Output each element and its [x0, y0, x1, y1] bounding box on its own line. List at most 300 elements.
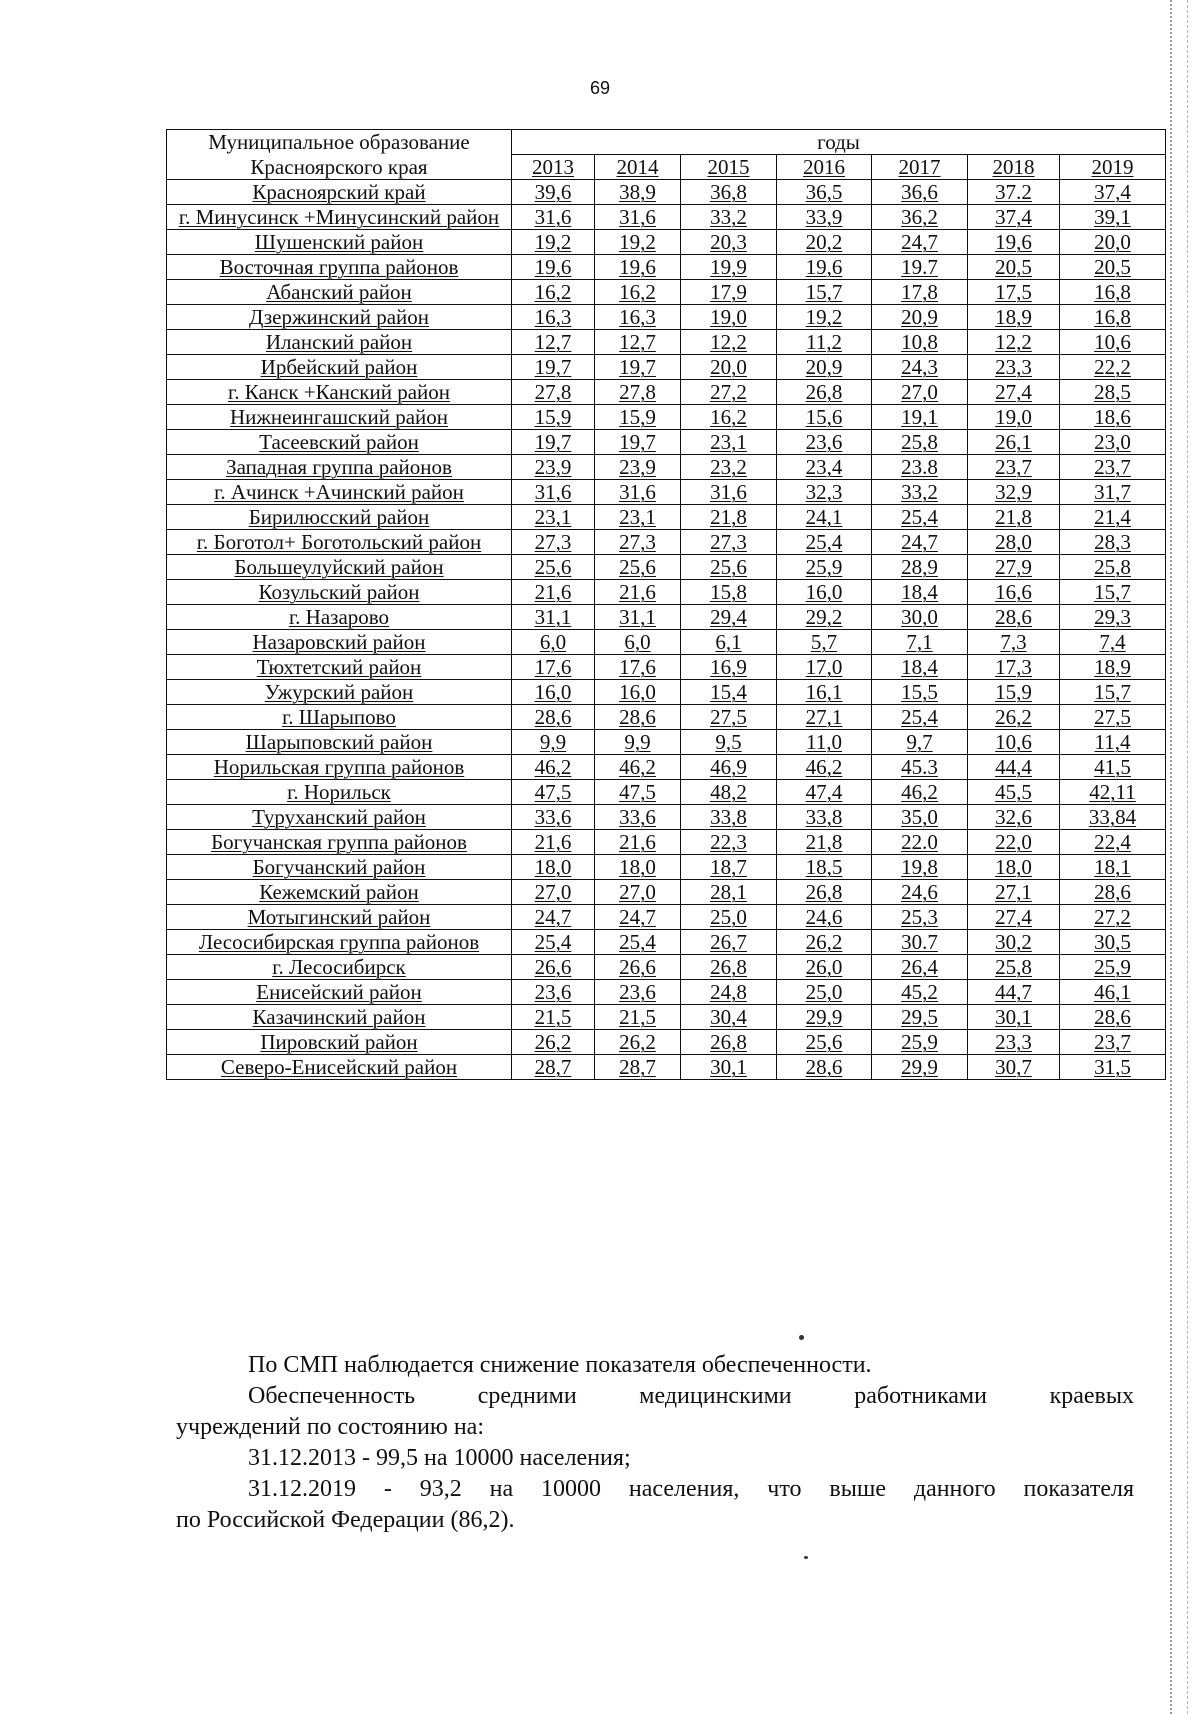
row-value-2018: 21,8: [968, 505, 1060, 530]
row-value-2014: 31,6: [595, 480, 681, 505]
row-value-2019: 22,2: [1060, 355, 1166, 380]
row-value-2013: 15,9: [512, 405, 595, 430]
row-value-2016: 33,9: [777, 205, 872, 230]
row-value-2015: 36,8: [681, 180, 777, 205]
row-value-2018: 16,6: [968, 580, 1060, 605]
row-value-2013: 21,6: [512, 830, 595, 855]
row-value-2015: 16,2: [681, 405, 777, 430]
row-value-2015: 12,2: [681, 330, 777, 355]
table-row: [167, 205, 1166, 230]
row-value-2014: 19,7: [595, 430, 681, 455]
row-value-2015: 31,6: [681, 480, 777, 505]
row-value-2017: 23.8: [872, 455, 968, 480]
row-value-2013: 31,6: [512, 205, 595, 230]
paragraph-staffing-line2: учреждений по состоянию на:: [176, 1414, 484, 1440]
row-value-2016: 26,2: [777, 930, 872, 955]
row-value-2018: 7,3: [968, 630, 1060, 655]
row-value-2016: 29,9: [777, 1005, 872, 1030]
row-value-2015: 23,2: [681, 455, 777, 480]
row-value-2017: 25,4: [872, 705, 968, 730]
row-value-2014: 23,9: [595, 455, 681, 480]
row-value-2018: 28,6: [968, 605, 1060, 630]
row-value-2014: 23,1: [595, 505, 681, 530]
row-value-2014: 12,7: [595, 330, 681, 355]
row-value-2014: 47,5: [595, 780, 681, 805]
row-value-2017: 24,6: [872, 880, 968, 905]
row-value-2013: 19,7: [512, 355, 595, 380]
row-value-2014: 26,2: [595, 1030, 681, 1055]
row-value-2019: 41,5: [1060, 755, 1166, 780]
row-value-2019: 28,5: [1060, 380, 1166, 405]
row-value-2019: 18,6: [1060, 405, 1166, 430]
row-value-2018: 26,2: [968, 705, 1060, 730]
header-year-2014: 2014: [595, 155, 681, 180]
row-value-2013: 25,4: [512, 930, 595, 955]
row-municipality-name: Шарыповский район: [167, 730, 512, 755]
row-value-2019: 21,4: [1060, 505, 1166, 530]
row-municipality-name: г. Назарово: [167, 605, 512, 630]
row-value-2013: 31,1: [512, 605, 595, 630]
row-value-2013: 23,6: [512, 980, 595, 1005]
row-value-2014: 17,6: [595, 655, 681, 680]
row-value-2016: 32,3: [777, 480, 872, 505]
row-value-2016: 19,2: [777, 305, 872, 330]
row-municipality-name: г. Норильск: [167, 780, 512, 805]
row-value-2017: 28,9: [872, 555, 968, 580]
row-value-2016: 18,5: [777, 855, 872, 880]
row-value-2017: 15,5: [872, 680, 968, 705]
row-value-2017: 45.3: [872, 755, 968, 780]
row-value-2018: 44,4: [968, 755, 1060, 780]
row-value-2014: 27,3: [595, 530, 681, 555]
row-value-2013: 21,6: [512, 580, 595, 605]
row-value-2017: 20,9: [872, 305, 968, 330]
row-municipality-name: Ужурский район: [167, 680, 512, 705]
row-value-2014: 28,7: [595, 1055, 681, 1080]
row-value-2016: 25,9: [777, 555, 872, 580]
page-number: 69: [589, 78, 611, 98]
table-row: [167, 280, 1166, 305]
row-value-2016: 29,2: [777, 605, 872, 630]
row-value-2013: 19,6: [512, 255, 595, 280]
row-value-2015: 27,5: [681, 705, 777, 730]
row-value-2015: 26,8: [681, 1030, 777, 1055]
table-row: [167, 755, 1166, 780]
row-value-2017: 30.7: [872, 930, 968, 955]
body-text: [176, 1350, 1134, 1536]
scan-edge-artifact: [1170, 0, 1200, 1714]
row-value-2019: 28,3: [1060, 530, 1166, 555]
row-value-2018: 30,1: [968, 1005, 1060, 1030]
row-value-2016: 36,5: [777, 180, 872, 205]
row-value-2017: 30,0: [872, 605, 968, 630]
table-row: [167, 480, 1166, 505]
row-value-2017: 24,7: [872, 530, 968, 555]
table-row: [167, 505, 1166, 530]
table-row: [167, 355, 1166, 380]
row-value-2017: 10,8: [872, 330, 968, 355]
paragraph-staffing-line1: Обеспеченность средними медицинскими работниками краевых: [248, 1383, 1134, 1409]
row-value-2013: 23,9: [512, 455, 595, 480]
table-row: [167, 880, 1166, 905]
row-value-2019: 28,6: [1060, 1005, 1166, 1030]
row-value-2016: 46,2: [777, 755, 872, 780]
row-value-2013: 27,3: [512, 530, 595, 555]
paragraph-2013: 31.12.2013 - 99,5 на 10000 населения;: [248, 1445, 631, 1471]
row-value-2015: 9,5: [681, 730, 777, 755]
table-header-row-2: [167, 155, 1166, 180]
header-year-2017: 2017: [872, 155, 968, 180]
row-value-2014: 15,9: [595, 405, 681, 430]
row-municipality-name: Богучанский район: [167, 855, 512, 880]
header-year-2016: 2016: [777, 155, 872, 180]
row-value-2013: 26,6: [512, 955, 595, 980]
row-value-2019: 25,9: [1060, 955, 1166, 980]
row-value-2019: 18,1: [1060, 855, 1166, 880]
table-row: [167, 705, 1166, 730]
row-value-2014: 16,0: [595, 680, 681, 705]
row-municipality-name: г. Канск +Канский район: [167, 380, 512, 405]
row-value-2016: 21,8: [777, 830, 872, 855]
row-value-2013: 18,0: [512, 855, 595, 880]
row-value-2015: 46,9: [681, 755, 777, 780]
table-header-row-1: [167, 130, 1166, 155]
row-value-2018: 27,1: [968, 880, 1060, 905]
row-value-2017: 18,4: [872, 655, 968, 680]
row-value-2015: 16,9: [681, 655, 777, 680]
row-value-2015: 19,9: [681, 255, 777, 280]
row-value-2014: 25,4: [595, 930, 681, 955]
row-value-2014: 9,9: [595, 730, 681, 755]
row-value-2017: 45,2: [872, 980, 968, 1005]
row-value-2015: 33,2: [681, 205, 777, 230]
row-value-2014: 21,5: [595, 1005, 681, 1030]
row-value-2014: 16,2: [595, 280, 681, 305]
row-value-2018: 32,6: [968, 805, 1060, 830]
row-value-2016: 15,6: [777, 405, 872, 430]
row-municipality-name: г. Лесосибирск: [167, 955, 512, 980]
row-municipality-name: Западная группа районов: [167, 455, 512, 480]
row-value-2017: 29,9: [872, 1055, 968, 1080]
row-value-2013: 9,9: [512, 730, 595, 755]
row-municipality-name: Абанский район: [167, 280, 512, 305]
row-value-2018: 17,3: [968, 655, 1060, 680]
table-row: [167, 180, 1166, 205]
row-municipality-name: Большеулуйский район: [167, 555, 512, 580]
row-value-2013: 17,6: [512, 655, 595, 680]
row-value-2018: 18,9: [968, 305, 1060, 330]
table-row: [167, 630, 1166, 655]
row-municipality-name: Кежемский район: [167, 880, 512, 905]
row-municipality-name: Мотыгинский район: [167, 905, 512, 930]
row-value-2015: 17,9: [681, 280, 777, 305]
row-value-2013: 19,2: [512, 230, 595, 255]
row-value-2019: 28,6: [1060, 880, 1166, 905]
row-value-2013: 16,2: [512, 280, 595, 305]
row-municipality-name: Иланский район: [167, 330, 512, 355]
table-row: [167, 580, 1166, 605]
row-value-2018: 23,3: [968, 355, 1060, 380]
header-year-2018: 2018: [968, 155, 1060, 180]
table-row: [167, 405, 1166, 430]
header-year-2015: 2015: [681, 155, 777, 180]
row-value-2014: 19,2: [595, 230, 681, 255]
row-value-2019: 20,0: [1060, 230, 1166, 255]
row-value-2018: 32,9: [968, 480, 1060, 505]
row-value-2015: 26,7: [681, 930, 777, 955]
row-value-2018: 23,3: [968, 1030, 1060, 1055]
row-value-2017: 36,2: [872, 205, 968, 230]
row-value-2018: 37.2: [968, 180, 1060, 205]
table-row: [167, 855, 1166, 880]
table-row: [167, 930, 1166, 955]
row-value-2016: 15,7: [777, 280, 872, 305]
row-municipality-name: Восточная группа районов: [167, 255, 512, 280]
row-value-2013: 28,7: [512, 1055, 595, 1080]
row-value-2018: 27,4: [968, 380, 1060, 405]
row-value-2019: 30,5: [1060, 930, 1166, 955]
table-row: [167, 830, 1166, 855]
row-value-2018: 17,5: [968, 280, 1060, 305]
row-value-2014: 31,6: [595, 205, 681, 230]
row-value-2017: 46,2: [872, 780, 968, 805]
row-value-2016: 26,8: [777, 380, 872, 405]
row-municipality-name: г. Ачинск +Ачинский район: [167, 480, 512, 505]
table-row: [167, 255, 1166, 280]
row-value-2019: 15,7: [1060, 680, 1166, 705]
row-value-2013: 47,5: [512, 780, 595, 805]
row-value-2018: 19,0: [968, 405, 1060, 430]
row-value-2014: 25,6: [595, 555, 681, 580]
row-municipality-name: Назаровский район: [167, 630, 512, 655]
row-value-2013: 21,5: [512, 1005, 595, 1030]
row-value-2015: 21,8: [681, 505, 777, 530]
row-value-2018: 45,5: [968, 780, 1060, 805]
row-value-2019: 10,6: [1060, 330, 1166, 355]
row-municipality-name: Тюхтетский район: [167, 655, 512, 680]
row-municipality-name: г. Минусинск +Минусинский район: [167, 205, 512, 230]
row-value-2013: 31,6: [512, 480, 595, 505]
row-value-2014: 28,6: [595, 705, 681, 730]
row-value-2018: 22,0: [968, 830, 1060, 855]
row-municipality-name: Богучанская группа районов: [167, 830, 512, 855]
row-value-2013: 16,3: [512, 305, 595, 330]
table-row: [167, 530, 1166, 555]
table-row: [167, 305, 1166, 330]
row-value-2016: 25,0: [777, 980, 872, 1005]
row-value-2015: 15,4: [681, 680, 777, 705]
row-value-2016: 17,0: [777, 655, 872, 680]
row-value-2018: 20,5: [968, 255, 1060, 280]
header-years-group: годы: [512, 130, 1166, 155]
row-value-2016: 28,6: [777, 1055, 872, 1080]
row-value-2017: 35,0: [872, 805, 968, 830]
table-row: [167, 780, 1166, 805]
row-municipality-name: г. Боготол+ Боготольский район: [167, 530, 512, 555]
row-value-2014: 33,6: [595, 805, 681, 830]
row-value-2018: 30,2: [968, 930, 1060, 955]
header-year-2019: 2019: [1060, 155, 1166, 180]
row-value-2015: 23,1: [681, 430, 777, 455]
paragraph-smp: По СМП наблюдается снижение показателя обеспеченности.: [248, 1352, 872, 1378]
row-value-2013: 46,2: [512, 755, 595, 780]
table-row: [167, 1055, 1166, 1080]
row-value-2015: 48,2: [681, 780, 777, 805]
row-value-2015: 6,1: [681, 630, 777, 655]
row-value-2016: 16,0: [777, 580, 872, 605]
row-value-2013: 33,6: [512, 805, 595, 830]
row-value-2016: 16,1: [777, 680, 872, 705]
row-value-2014: 24,7: [595, 905, 681, 930]
row-value-2014: 21,6: [595, 580, 681, 605]
row-value-2018: 10,6: [968, 730, 1060, 755]
row-value-2016: 23,6: [777, 430, 872, 455]
row-value-2019: 31,5: [1060, 1055, 1166, 1080]
row-value-2015: 30,1: [681, 1055, 777, 1080]
row-value-2013: 23,1: [512, 505, 595, 530]
statistics-table: [166, 129, 1166, 1080]
row-municipality-name: Норильская группа районов: [167, 755, 512, 780]
row-value-2013: 27,8: [512, 380, 595, 405]
row-value-2019: 27,5: [1060, 705, 1166, 730]
row-value-2017: 33,2: [872, 480, 968, 505]
row-value-2019: 25,8: [1060, 555, 1166, 580]
row-municipality-name: Лесосибирская группа районов: [167, 930, 512, 955]
row-value-2015: 25,0: [681, 905, 777, 930]
row-value-2017: 18,4: [872, 580, 968, 605]
row-value-2018: 30,7: [968, 1055, 1060, 1080]
row-value-2016: 20,9: [777, 355, 872, 380]
row-value-2019: 16,8: [1060, 305, 1166, 330]
row-value-2013: 25,6: [512, 555, 595, 580]
row-value-2018: 23,7: [968, 455, 1060, 480]
row-value-2017: 25,8: [872, 430, 968, 455]
row-value-2018: 27,4: [968, 905, 1060, 930]
row-value-2015: 20,0: [681, 355, 777, 380]
row-value-2014: 38,9: [595, 180, 681, 205]
row-value-2013: 16,0: [512, 680, 595, 705]
row-value-2017: 19,8: [872, 855, 968, 880]
row-value-2016: 27,1: [777, 705, 872, 730]
table-row: [167, 330, 1166, 355]
row-value-2014: 46,2: [595, 755, 681, 780]
row-value-2015: 24,8: [681, 980, 777, 1005]
row-municipality-name: г. Шарыпово: [167, 705, 512, 730]
row-value-2015: 26,8: [681, 955, 777, 980]
row-value-2015: 18,7: [681, 855, 777, 880]
row-value-2017: 19.7: [872, 255, 968, 280]
row-value-2016: 24,1: [777, 505, 872, 530]
table-row: [167, 455, 1166, 480]
table-row: [167, 230, 1166, 255]
row-municipality-name: Шушенский район: [167, 230, 512, 255]
row-value-2015: 27,3: [681, 530, 777, 555]
table-row: [167, 605, 1166, 630]
row-value-2014: 27,8: [595, 380, 681, 405]
row-value-2016: 19,6: [777, 255, 872, 280]
row-value-2016: 33,8: [777, 805, 872, 830]
row-value-2019: 23,7: [1060, 1030, 1166, 1055]
row-value-2017: 19,1: [872, 405, 968, 430]
table-row: [167, 905, 1166, 930]
row-value-2019: 22,4: [1060, 830, 1166, 855]
row-value-2015: 27,2: [681, 380, 777, 405]
row-value-2019: 23,7: [1060, 455, 1166, 480]
row-value-2016: 11,2: [777, 330, 872, 355]
row-value-2019: 37,4: [1060, 180, 1166, 205]
row-value-2015: 19,0: [681, 305, 777, 330]
row-value-2018: 19,6: [968, 230, 1060, 255]
row-value-2017: 27,0: [872, 380, 968, 405]
row-value-2019: 15,7: [1060, 580, 1166, 605]
row-municipality-name: Нижнеингашский район: [167, 405, 512, 430]
row-municipality-name: Ирбейский район: [167, 355, 512, 380]
row-value-2019: 16,8: [1060, 280, 1166, 305]
row-value-2014: 19,7: [595, 355, 681, 380]
row-value-2014: 23,6: [595, 980, 681, 1005]
row-value-2018: 18,0: [968, 855, 1060, 880]
table-row: [167, 805, 1166, 830]
row-value-2016: 26,0: [777, 955, 872, 980]
row-municipality-name: Тасеевский район: [167, 430, 512, 455]
row-value-2018: 28,0: [968, 530, 1060, 555]
row-value-2013: 26,2: [512, 1030, 595, 1055]
row-value-2017: 25,9: [872, 1030, 968, 1055]
paragraph-2019-line2: по Российской Федерации (86,2).: [176, 1507, 515, 1533]
row-value-2016: 20,2: [777, 230, 872, 255]
row-value-2014: 27,0: [595, 880, 681, 905]
row-value-2014: 31,1: [595, 605, 681, 630]
row-municipality-name: Туруханский район: [167, 805, 512, 830]
row-value-2018: 44,7: [968, 980, 1060, 1005]
row-value-2019: 39,1: [1060, 205, 1166, 230]
row-value-2016: 25,4: [777, 530, 872, 555]
header-municipality-line1: Муниципальное образование: [167, 130, 512, 155]
row-municipality-name: Бирилюсский район: [167, 505, 512, 530]
table-row: [167, 955, 1166, 980]
row-value-2017: 36,6: [872, 180, 968, 205]
table-row: [167, 380, 1166, 405]
table-row: [167, 430, 1166, 455]
row-municipality-name: Пировский район: [167, 1030, 512, 1055]
row-value-2015: 15,8: [681, 580, 777, 605]
paragraph-2019-line1: 31.12.2019 - 93,2 на 10000 населения, что выше данного показателя: [248, 1476, 1134, 1502]
row-value-2017: 25,4: [872, 505, 968, 530]
row-value-2017: 17,8: [872, 280, 968, 305]
row-value-2014: 19,6: [595, 255, 681, 280]
table-row: [167, 730, 1166, 755]
row-value-2018: 15,9: [968, 680, 1060, 705]
table-row: [167, 555, 1166, 580]
row-value-2019: 29,3: [1060, 605, 1166, 630]
row-value-2014: 6,0: [595, 630, 681, 655]
row-value-2016: 25,6: [777, 1030, 872, 1055]
row-value-2015: 25,6: [681, 555, 777, 580]
row-municipality-name: Козульский район: [167, 580, 512, 605]
row-value-2016: 11,0: [777, 730, 872, 755]
row-value-2013: 39,6: [512, 180, 595, 205]
row-value-2019: 27,2: [1060, 905, 1166, 930]
row-value-2016: 26,8: [777, 880, 872, 905]
row-value-2019: 42,11: [1060, 780, 1166, 805]
row-value-2016: 5,7: [777, 630, 872, 655]
row-value-2018: 25,8: [968, 955, 1060, 980]
row-value-2015: 22,3: [681, 830, 777, 855]
row-value-2013: 27,0: [512, 880, 595, 905]
row-value-2018: 27,9: [968, 555, 1060, 580]
table-row: [167, 680, 1166, 705]
row-value-2019: 20,5: [1060, 255, 1166, 280]
